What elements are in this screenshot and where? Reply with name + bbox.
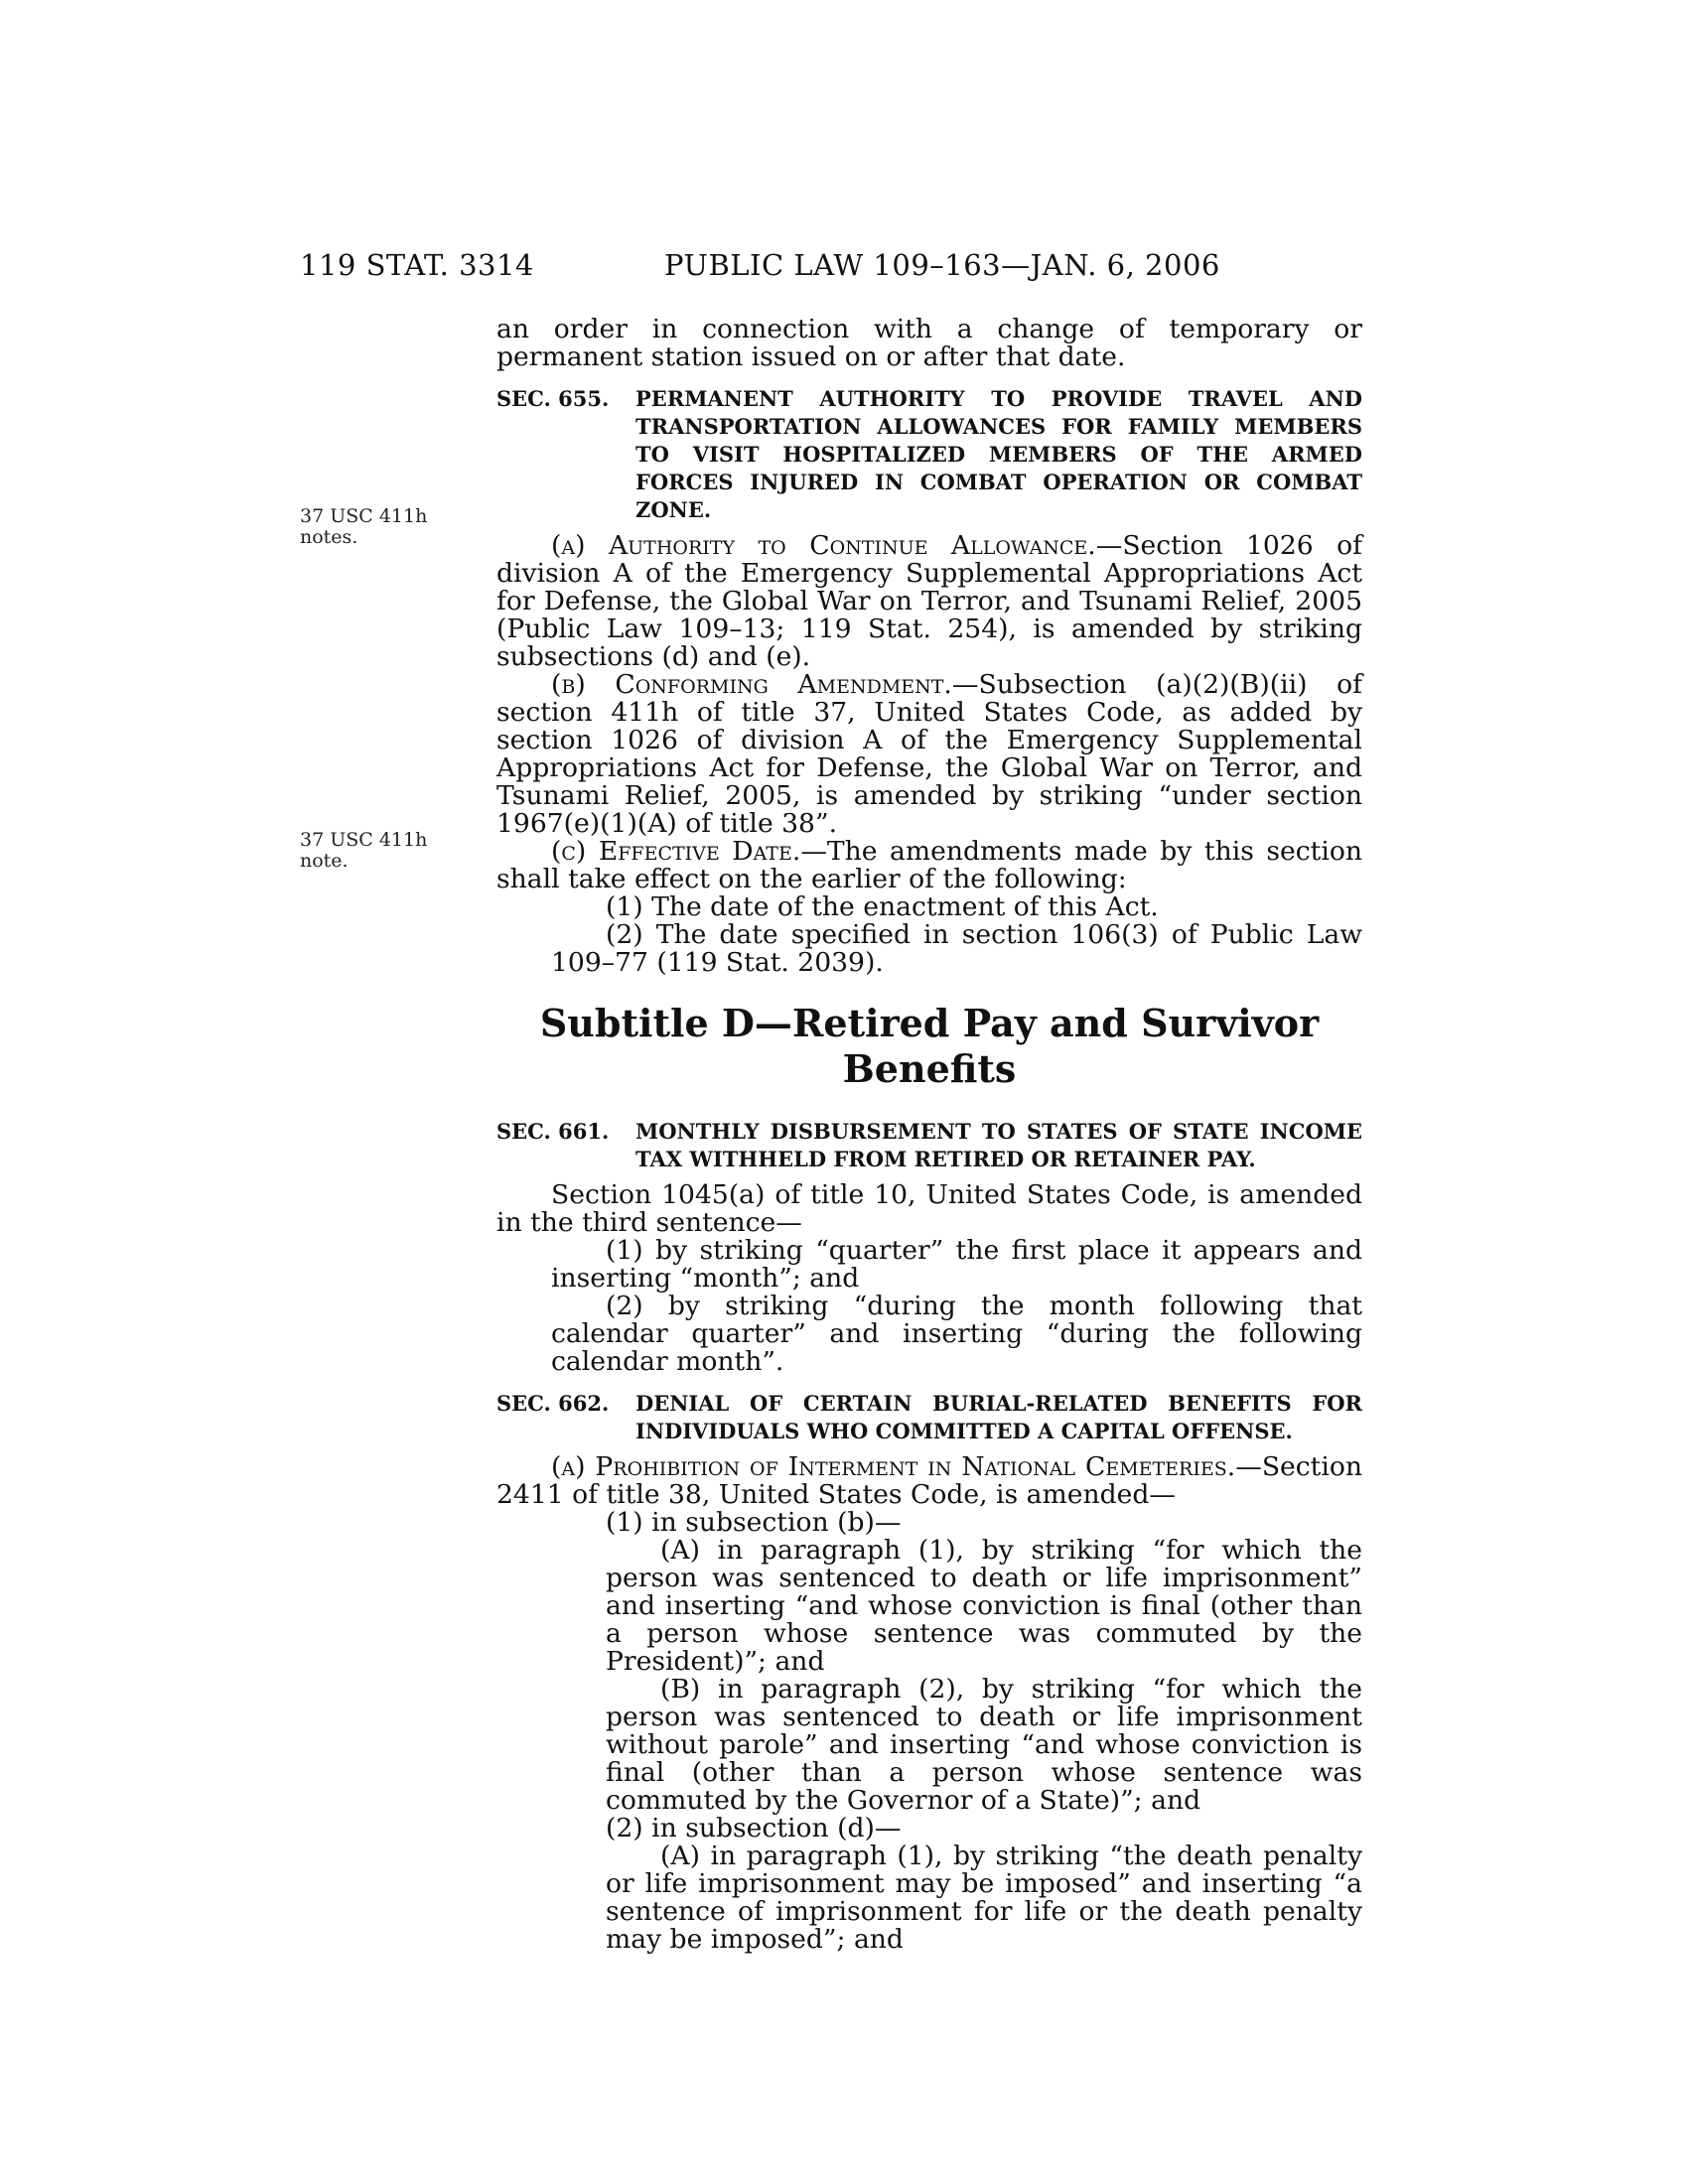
section-655-paragraph-2: (2) The date specified in section 106(3) of Public Law 109–77 (119 Stat. 2039). [551, 919, 1362, 978]
section-661-paragraph-1: (1) by striking “quarter” the first place it appears and inserting “month”; and [551, 1235, 1362, 1294]
statute-page-reference: 119 STAT. 3314 [300, 248, 534, 282]
public-law-citation: PUBLIC LAW 109–163—JAN. 6, 2006 [664, 248, 1220, 282]
section-655-paragraph-1: (1) The date of the enactment of this Act. [606, 891, 1159, 922]
section-662-paragraph-2: (2) in subsection (d)— [606, 1813, 902, 1843]
section-662-heading: SEC. 662. DENIAL OF CERTAIN BURIAL-RELATED BENEFITS FOR INDIVIDUALS WHO COMMITTED A CAPITAL OFFENSE. [496, 1391, 1362, 1443]
section-662-subparagraph-2A: (A) in paragraph (1), by striking “the death penalty or life imprisonment may be imposed” and inserting “a sentence of imprisonment for life or the death penalty may be imposed”; and [606, 1841, 1362, 1955]
section-662-subparagraph-1B: (B) in paragraph (2), by striking “for which the person was sentenced to death or life imprisonment without parole” and inserting “and whose conviction is final (other than a person whose sentence was commuted by the Governor of a State)”; and [606, 1674, 1362, 1816]
section-661-heading: SEC. 661. MONTHLY DISBURSEMENT TO STATES OF STATE INCOME TAX WITHHELD FROM RETIRED OR RETAINER PAY. [496, 1119, 1362, 1171]
section-662-subparagraph-1A: (A) in paragraph (1), by striking “for which the person was sentenced to death or life imprisonment” and inserting “and whose conviction is final (other than a person whose sentence was commuted by the President)”; and [606, 1535, 1362, 1677]
section-661-intro: Section 1045(a) of title 10, United States Code, is amended in the third sentence— [496, 1179, 1362, 1238]
section-661-paragraph-2: (2) by striking “during the month following that calendar quarter” and inserting “during the following calendar month”. [551, 1291, 1362, 1377]
margin-note-usc-note: 37 USC 411h note. [300, 829, 428, 872]
section-655-subsection-a: (a) Authority to Continue Allowance.—Section 1026 of division A of the Emergency Supplemental Appropriations Act for Defense, the Global War on Terror, and Tsunami Relief, 2005 (Public Law 109–13; 119 Stat. 254), is amended by striking subsections (d) and (e). [496, 530, 1362, 672]
subtitle-heading: Subtitle D—Retired Pay and Survivor Benefits [539, 1001, 1320, 1091]
continued-paragraph: an order in connection with a change of temporary or permanent station issued on or after that date. [496, 314, 1362, 372]
section-662-paragraph-1: (1) in subsection (b)— [606, 1507, 902, 1538]
section-655-subsection-b: (b) Conforming Amendment.—Subsection (a)(2)(B)(ii) of section 411h of title 37, United States Code, as added by section 1026 of division A of the Emergency Supplemental Appropriations Act for Defense, the Global War on Terror, and Tsunami Relief, 2005, is amended by striking “under section 1967(e)(1)(A) of title 38”. [496, 669, 1362, 839]
section-655-heading: SEC. 655. PERMANENT AUTHORITY TO PROVIDE TRAVEL AND TRANSPORTATION ALLOWANCES FOR FAMILY MEMBERS TO VISIT HOSPITALIZED MEMBERS OF THE ARMED FORCES INJURED IN COMBAT OPERATION OR COMBAT ZONE. [496, 386, 1362, 522]
body-text [496, 316, 1362, 1954]
section-655-subsection-c: (c) Effective Date.—The amendments made by this section shall take effect on the earlier of the following: [496, 836, 1362, 894]
section-662-subsection-a: (a) Prohibition of Interment in National Cemeteries.—Section 2411 of title 38, United States Code, is amended— [496, 1451, 1362, 1510]
margin-note-usc-notes: 37 USC 411h notes. [300, 505, 428, 548]
